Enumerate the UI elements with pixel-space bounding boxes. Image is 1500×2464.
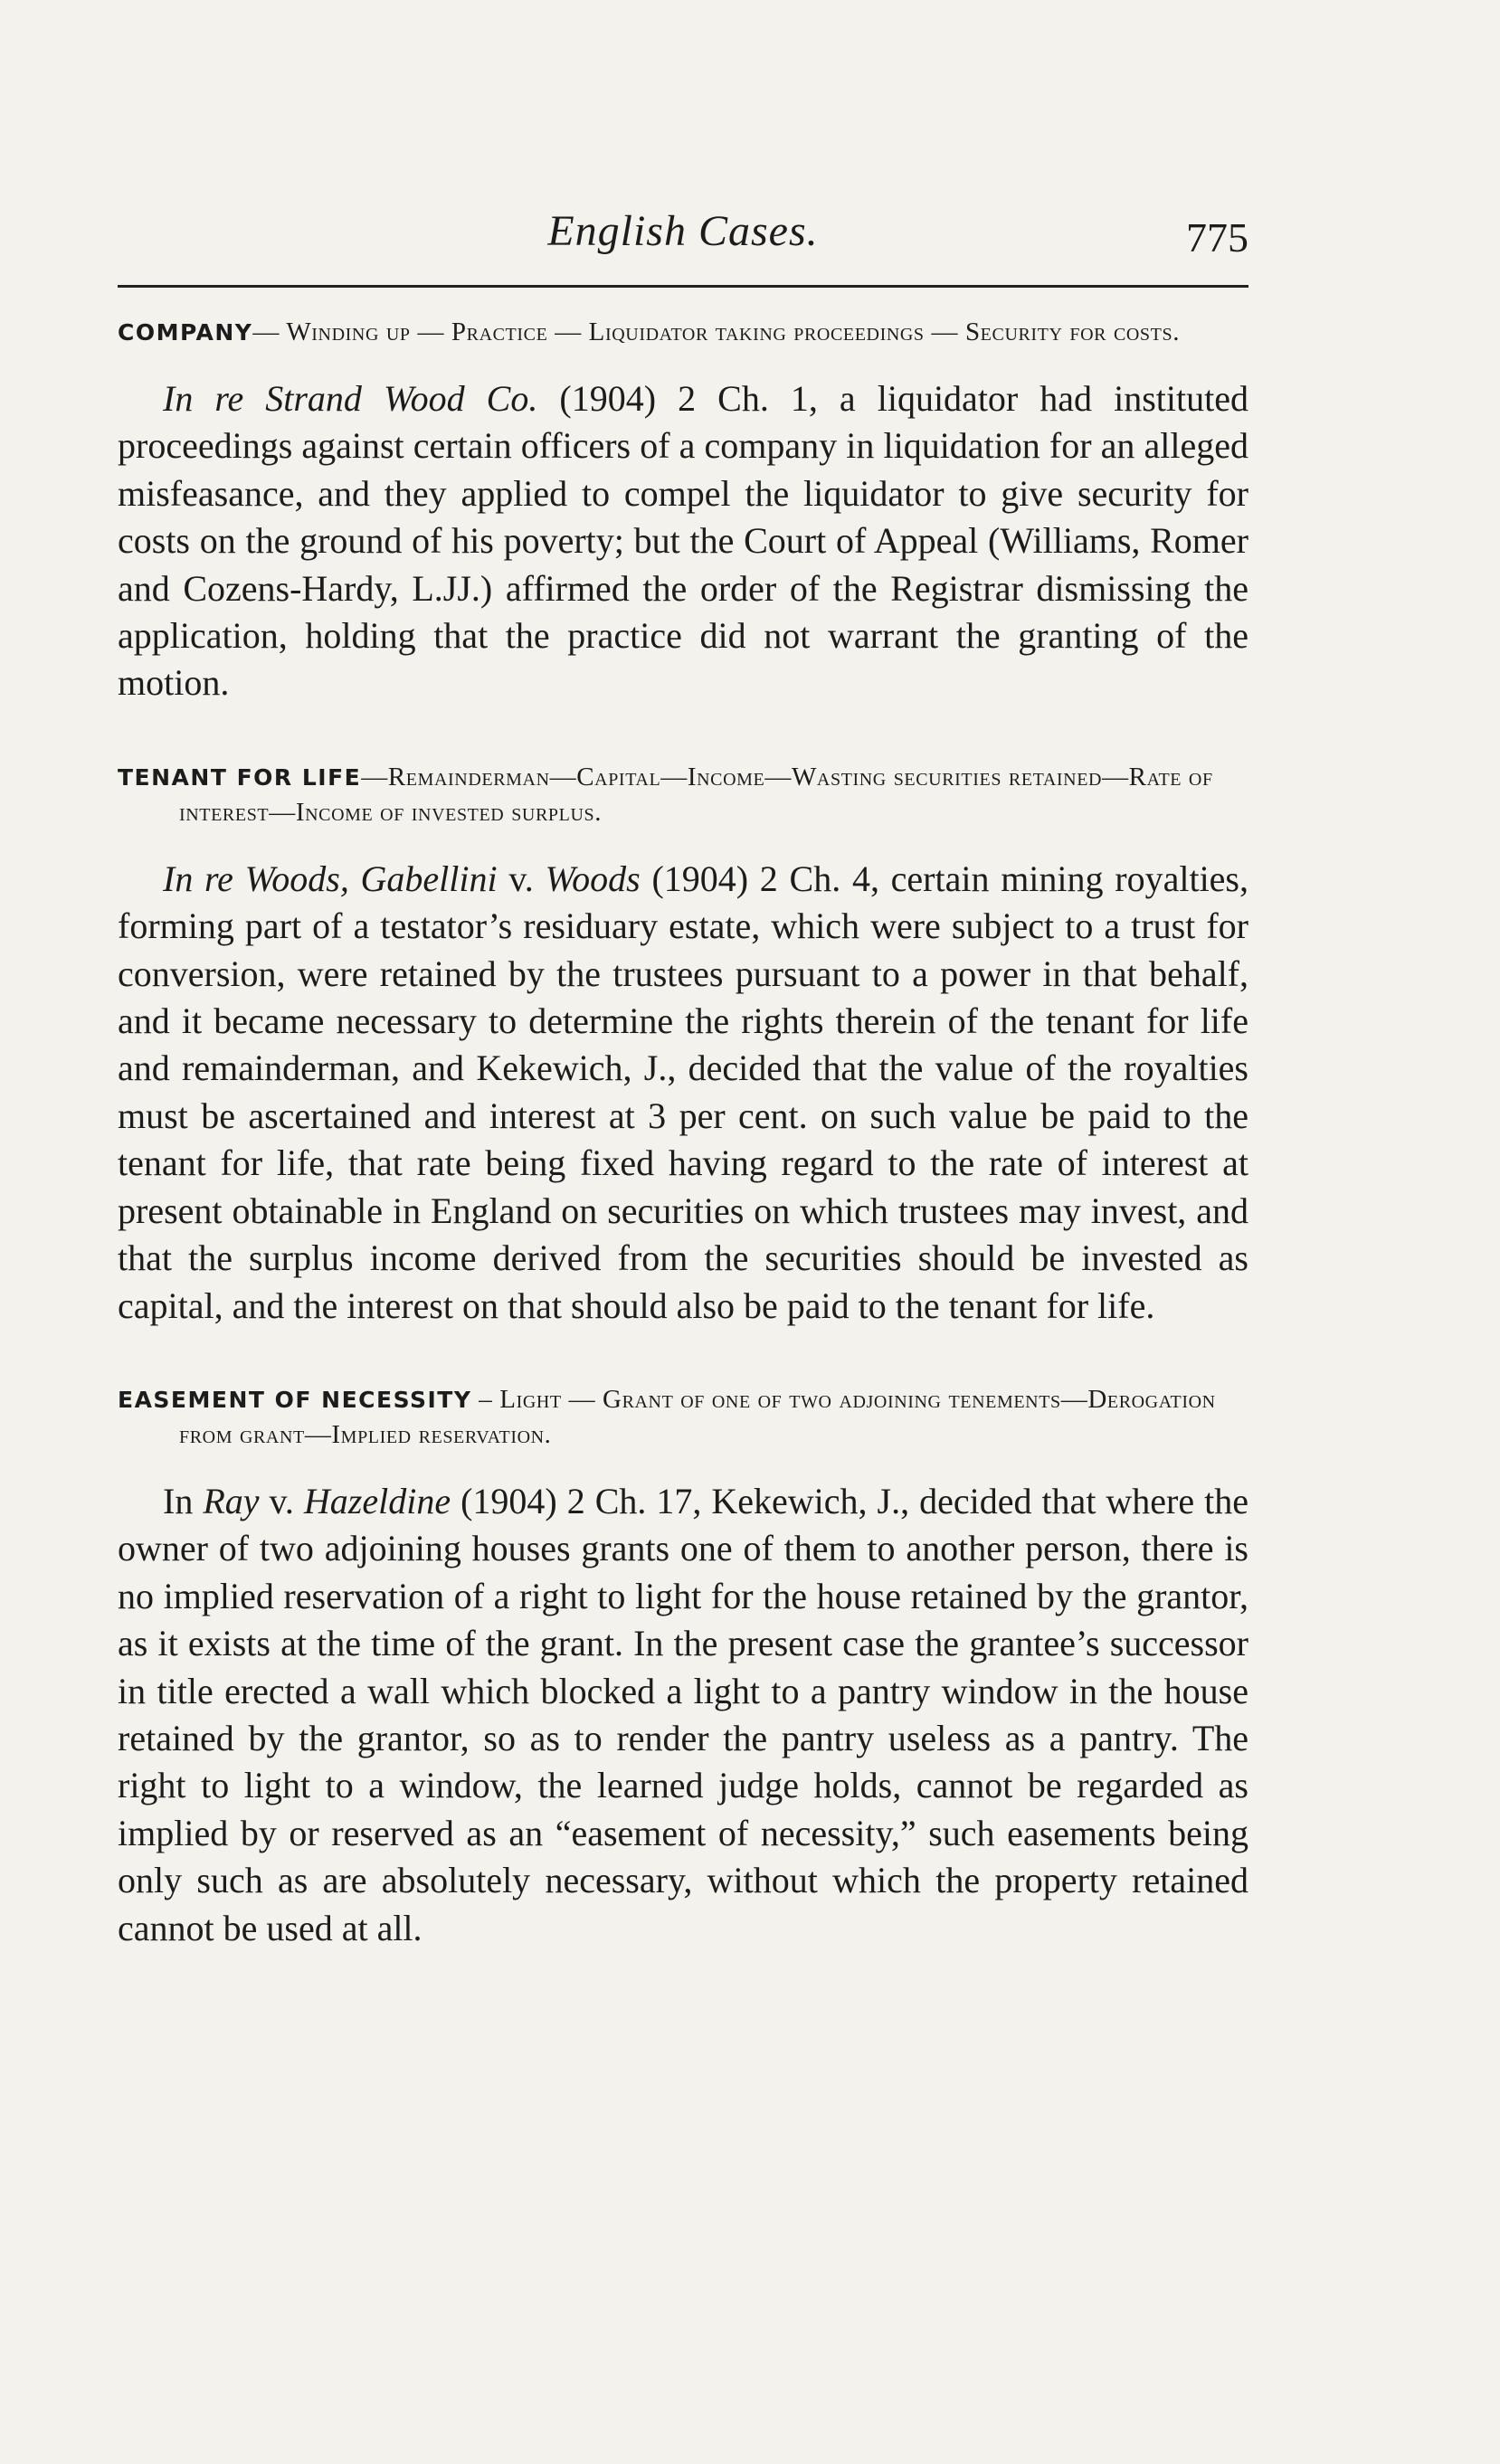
lead-word: In bbox=[163, 1480, 204, 1521]
case-section-company bbox=[118, 315, 1248, 707]
running-title: English Cases. bbox=[547, 207, 819, 255]
case-section-tenant-for-life bbox=[118, 760, 1248, 1330]
case-name-2: Woods bbox=[545, 858, 641, 899]
heading-keyword: TENANT FOR LIFE bbox=[118, 763, 362, 791]
case-name: Ray bbox=[203, 1480, 260, 1521]
case-text: (1904) 2 Ch. 4, certain mining royalties, forming part of a testator’s residuary estate, which were subject to a trust for conversion, were retained by the trustees pursuant to a power in that behalf, and it became necessary to determine the rights therein of the tenant for life and remainderman, and Kekewich, J., decided that the value of the royalties must be ascertained and interest at 3 per cent. on such value be paid to the tenant for life, that rate being fixed having regard to the rate of interest at present obtainable in England on securities on which trustees may invest, and that the surplus income derived from the securities should be invested as capital, and the interest on that should also be paid to the tenant for life. bbox=[118, 858, 1248, 1326]
heading-subject: —Remainderman—Capital—Income—Wasting securities retained—Rate of interest—Income of invested surplus. bbox=[179, 762, 1213, 827]
heading-subject: — Winding up — Practice — Liquidator taking proceedings — Security for costs. bbox=[252, 317, 1181, 346]
case-paragraph bbox=[118, 375, 1248, 707]
section-heading bbox=[118, 315, 1248, 350]
case-name-2: Hazeldine bbox=[303, 1480, 451, 1521]
versus: v. bbox=[497, 858, 546, 899]
section-heading bbox=[118, 760, 1248, 830]
heading-keyword: EASEMENT OF NECESSITY bbox=[118, 1386, 472, 1413]
page-content bbox=[118, 315, 1248, 2004]
case-paragraph bbox=[118, 856, 1248, 1330]
heading-subject: – Light — Grant of one of two adjoining tenements—Derogation from grant—Implied reservation. bbox=[179, 1384, 1216, 1449]
case-paragraph bbox=[118, 1478, 1248, 1952]
case-text: (1904) 2 Ch. 1, a liquidator had instituted proceedings against certain officers of a company in liquidation for an alleged misfeasance, and they applied to compel the liquidator to give security for costs on the ground of his poverty; but the Court of Appeal (Williams, Romer and Cozens-Hardy, L.JJ.) affirmed the order of the Registrar dismissing the application, holding that the practice did not warrant the granting of the motion. bbox=[118, 378, 1248, 704]
running-head bbox=[118, 206, 1248, 279]
page-number: 775 bbox=[1186, 214, 1248, 261]
header-rule bbox=[118, 285, 1248, 288]
heading-keyword: COMPANY bbox=[118, 319, 253, 346]
case-text: (1904) 2 Ch. 17, Kekewich, J., decided that where the owner of two adjoining houses grants one of them to another person, there is no implied reservation of a right to light for the house retained by the grantor, as it exists at the time of the grant. In the present case the grantee’s successor in title erected a wall which blocked a light to a pantry window in the house retained by the grantor, so as to render the pantry useless as a pantry. The right to light to a window, the learned judge holds, cannot be regarded as implied by or reserved as an “easement of necessity,” such easements being only such as are absolutely necessary, without which the property retained cannot be used at all. bbox=[118, 1480, 1248, 1948]
case-name: In re Strand Wood Co. bbox=[163, 378, 538, 419]
versus: v. bbox=[259, 1480, 304, 1521]
case-section-easement bbox=[118, 1382, 1248, 1952]
case-name: In re Woods, Gabellini bbox=[163, 858, 498, 899]
section-heading bbox=[118, 1382, 1248, 1453]
